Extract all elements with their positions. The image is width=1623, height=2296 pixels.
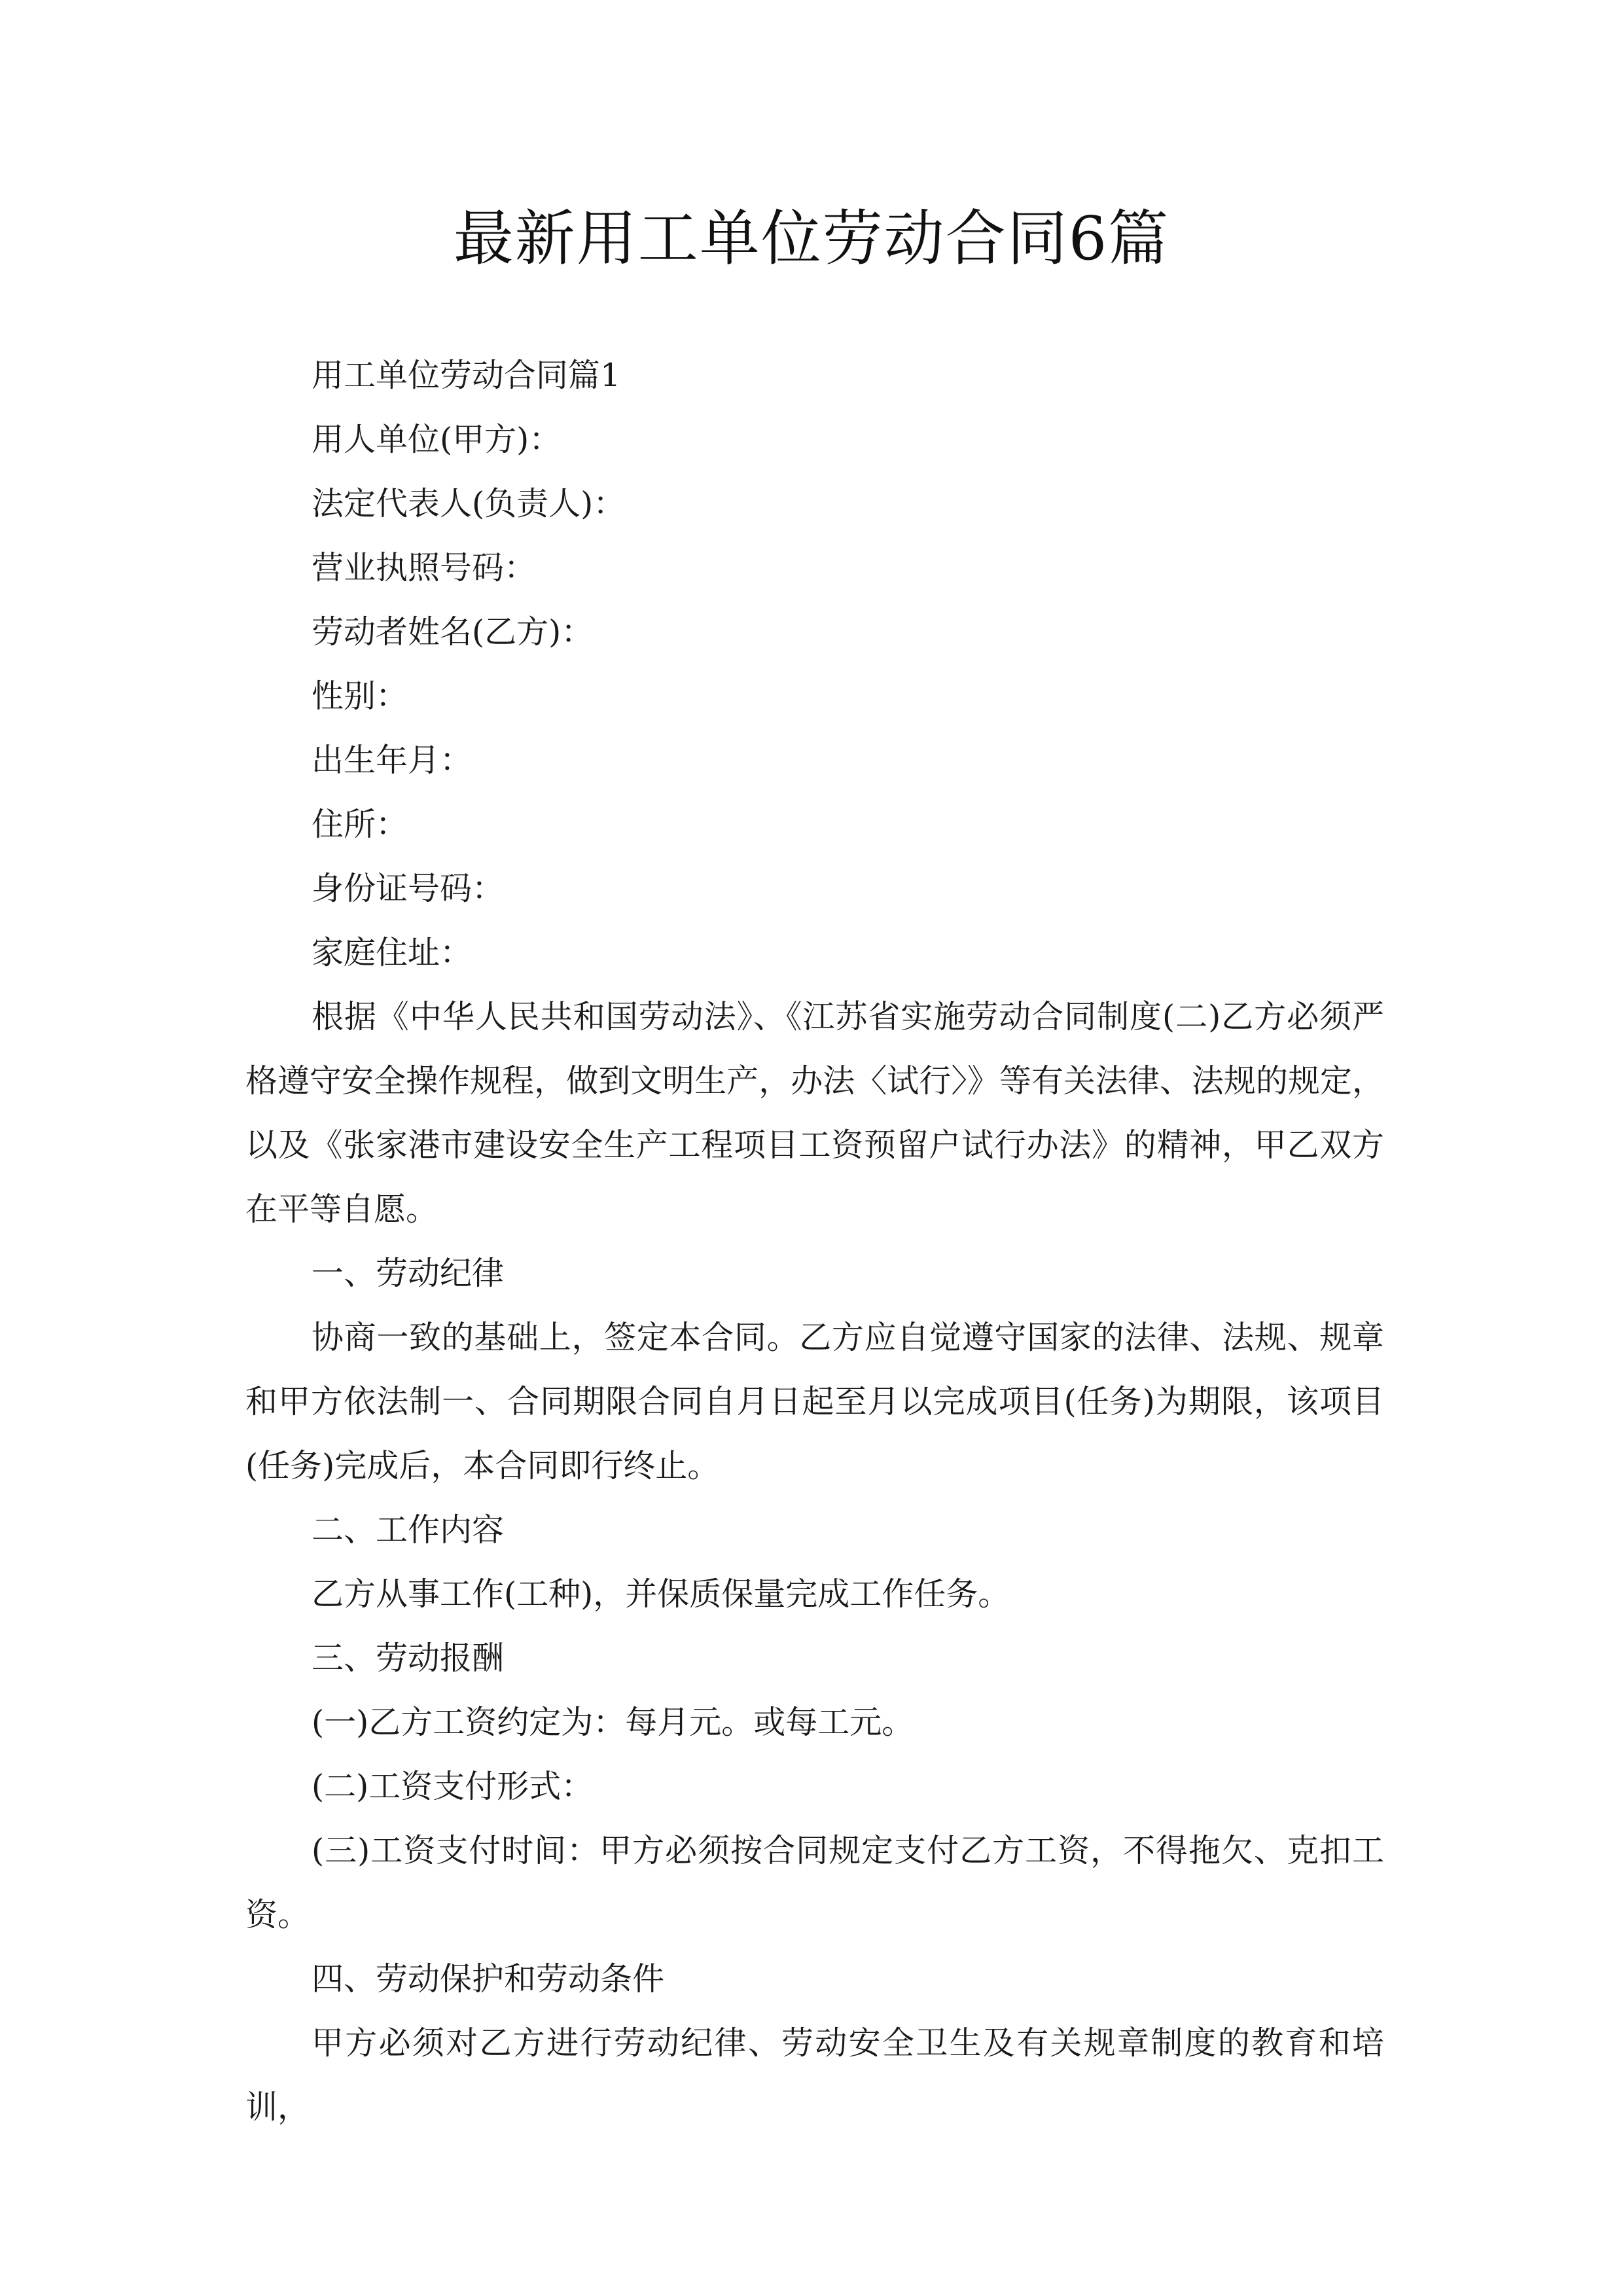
document-body [245, 344, 1384, 2140]
section-heading-remuneration: 三、劳动报酬 [312, 1640, 505, 1677]
field-legal-representative: 法定代表人(负责人)： [312, 485, 626, 522]
paragraph-wage-amount: (一)乙方工资约定为：每月元。或每工元。 [312, 1704, 914, 1741]
paragraph-labor-protection: 甲方必须对乙方进行劳动纪律、劳动安全卫生及有关规章制度的教育和培训， [245, 2024, 1384, 2126]
section-heading-work-content: 二、工作内容 [312, 1511, 505, 1549]
section-heading-labor-protection: 四、劳动保护和劳动条件 [312, 1960, 665, 1998]
field-business-license: 营业执照号码： [312, 549, 537, 586]
field-worker-name: 劳动者姓名(乙方)： [312, 613, 594, 651]
field-id-number: 身份证号码： [312, 870, 505, 907]
field-home-address: 家庭住址： [312, 934, 473, 971]
section-heading-labor-discipline: 一、劳动纪律 [312, 1255, 505, 1292]
field-gender: 性别： [312, 677, 408, 715]
paragraph-wage-form: (二)工资支付形式： [312, 1768, 594, 1805]
paragraph-wage-time: (三)工资支付时间：甲方必须按合同规定支付乙方工资，不得拖欠、克扣工资。 [245, 1832, 1384, 1933]
paragraph-contract-term: 协商一致的基础上，签定本合同。乙方应自觉遵守国家的法律、法规、规章和甲方依法制一、合同期限合同自月日起至月以完成项目(任务)为期限，该项目(任务)完成后，本合同即行终止。 [245, 1319, 1384, 1484]
field-employer: 用人单位(甲方)： [312, 421, 562, 458]
document-title: 最新用工单位劳动合同6篇 [453, 204, 1170, 274]
paragraph-legal-basis: 根据《中华人民共和国劳动法》、《江苏省实施劳动合同制度(二)乙方必须严格遵守安全操作规程，做到文明生产，办法〈试行〉》等有关法律、法规的规定，以及《张家港市建设安全生产工程项目工资预留户试行办法》的精神，甲乙双方在平等自愿。 [245, 998, 1384, 1228]
field-birth-date: 出生年月： [312, 742, 473, 779]
section-heading-contract-1: 用工单位劳动合同篇1 [312, 357, 621, 394]
field-residence: 住所： [312, 806, 408, 843]
paragraph-work-content: 乙方从事工作(工种)，并保质保量完成工作任务。 [312, 1575, 1010, 1613]
